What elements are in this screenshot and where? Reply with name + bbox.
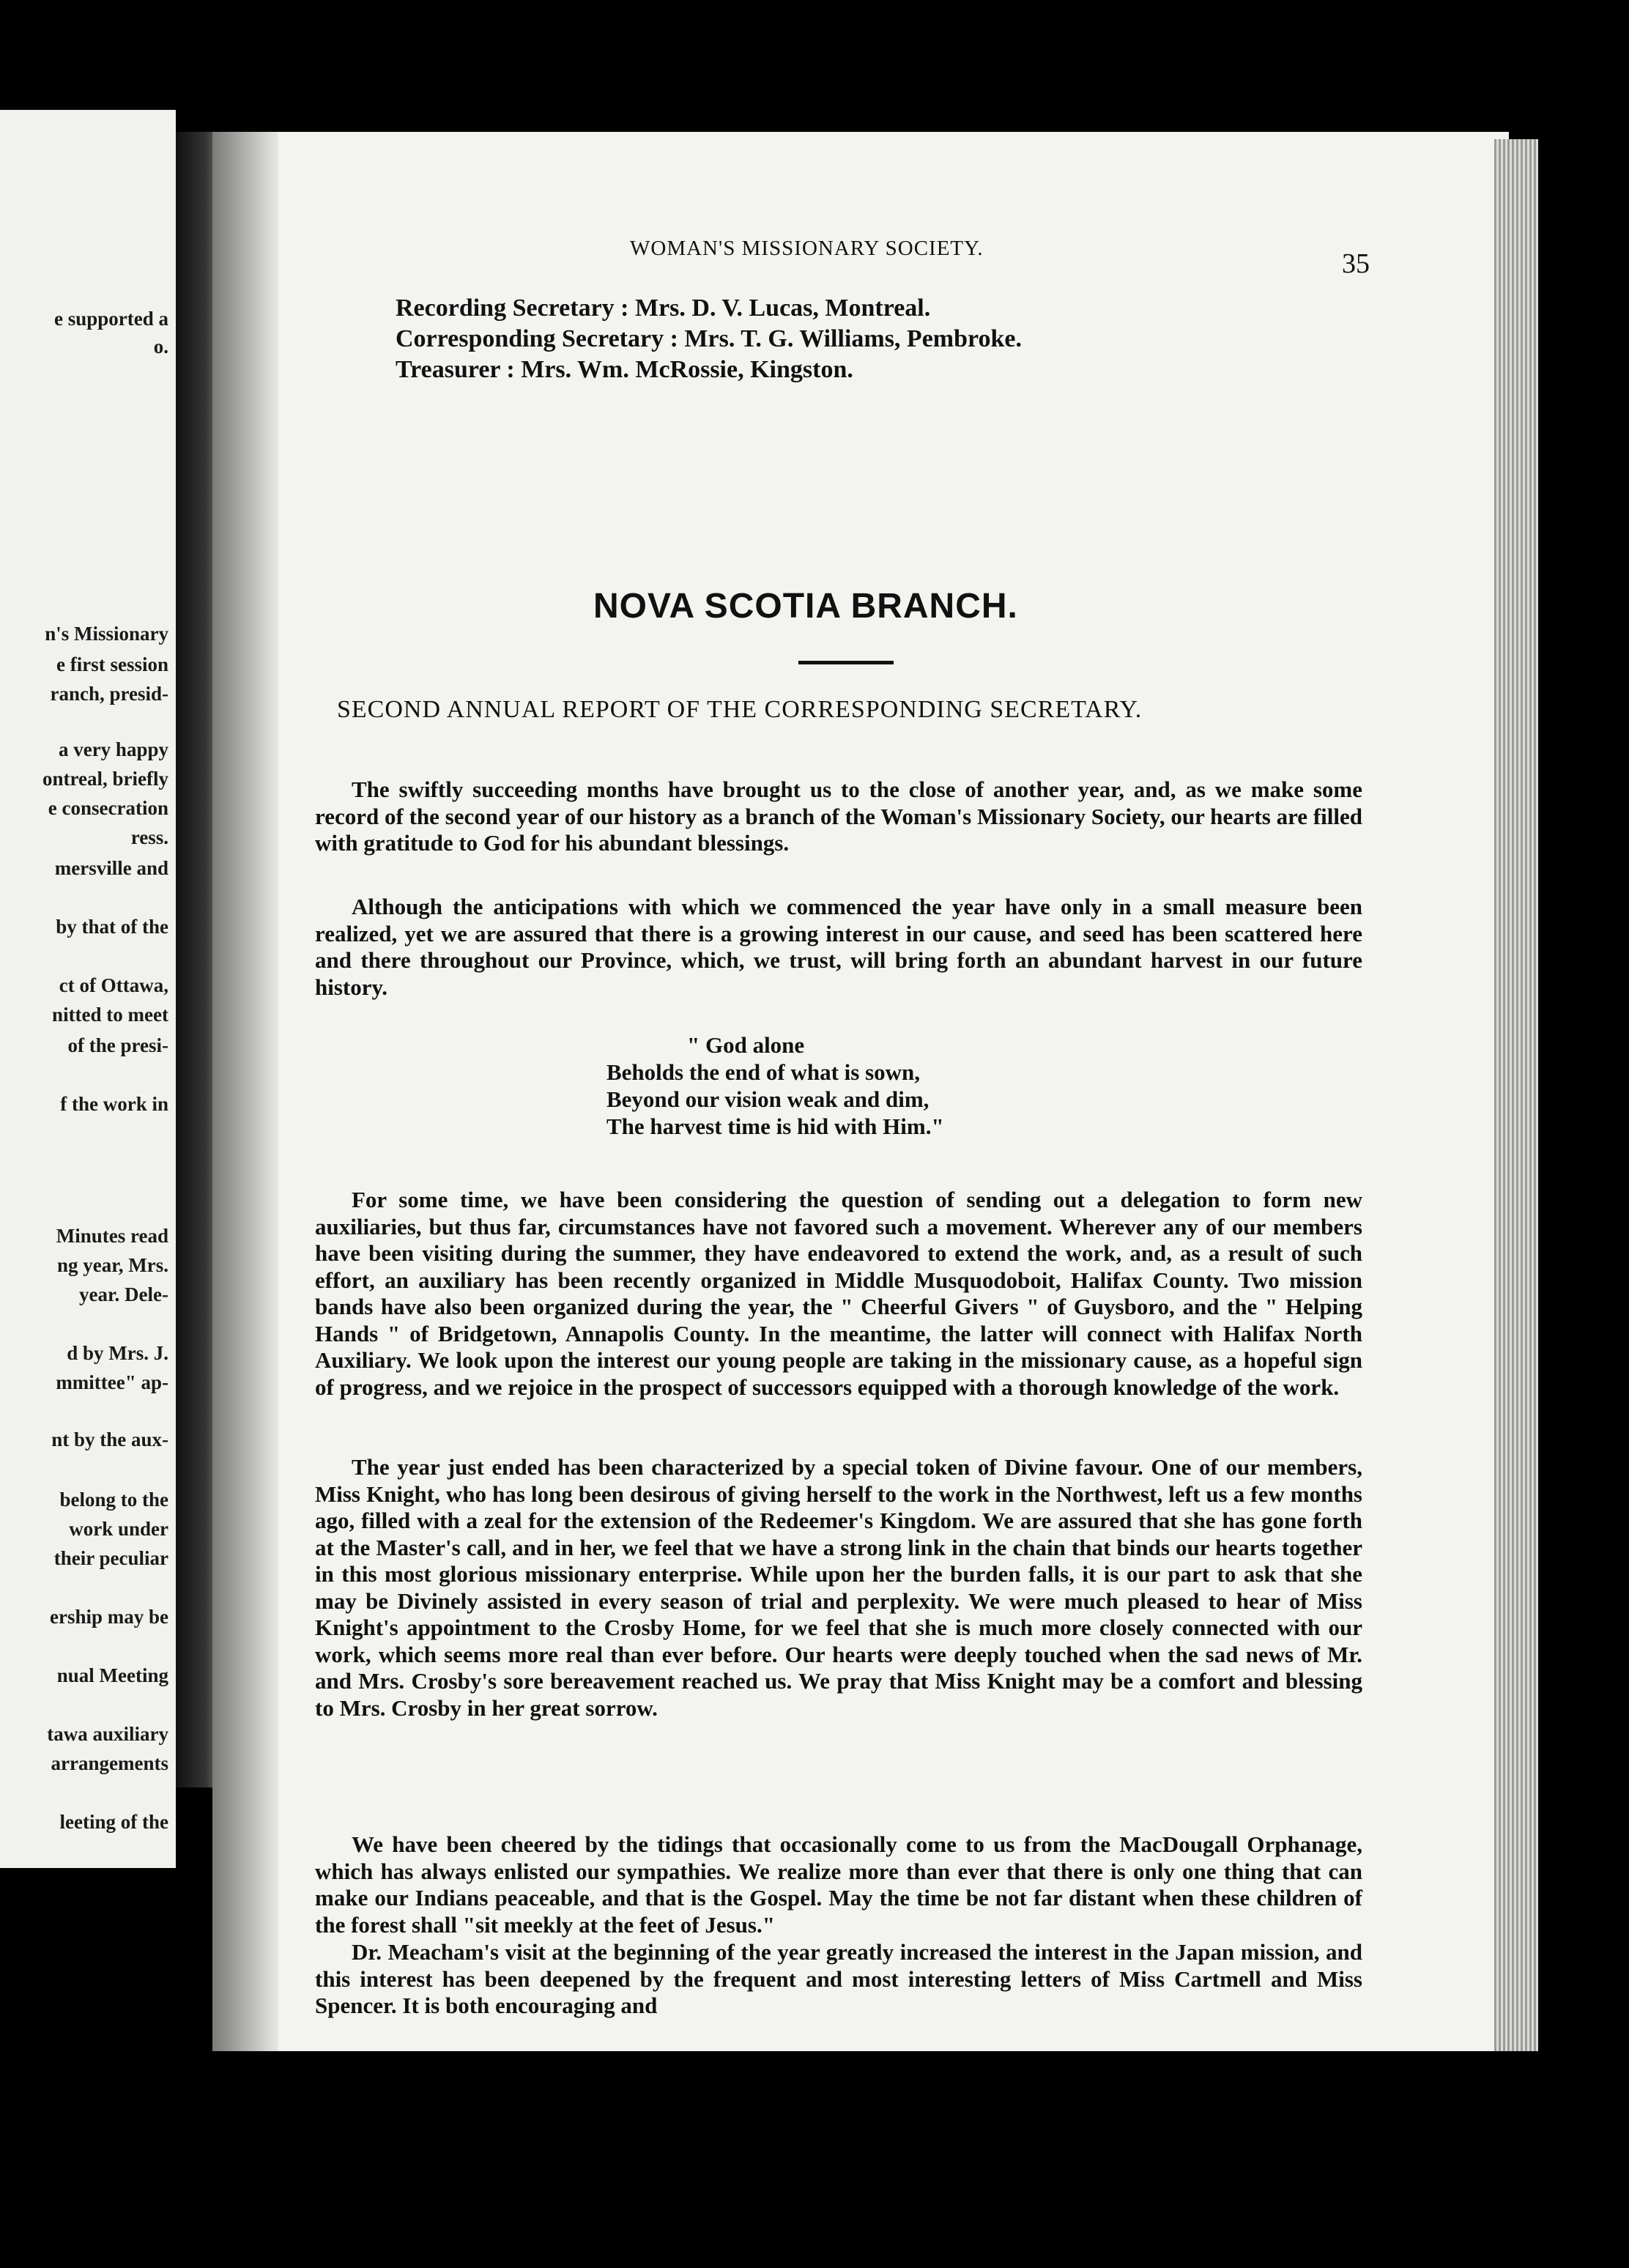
page-edges [1494, 139, 1538, 2051]
left-page-line: ership may be [50, 1606, 168, 1628]
left-page-line: work under [69, 1518, 168, 1540]
left-page-line: ct of Ottawa, [59, 974, 168, 996]
left-page-line: n's Missionary [45, 623, 168, 645]
left-page-line: mmittee" ap- [56, 1371, 168, 1393]
left-page-line: Minutes read [56, 1225, 168, 1247]
left-page-line: belong to the [59, 1489, 168, 1511]
left-page-line: ress. [130, 826, 168, 848]
page-number: 35 [1342, 248, 1370, 279]
paragraph-2: Although the anticipations with which we commenced the year have only in a small measure been realized, yet we are assured that there is a growing interest in our cause, and seed has been scattered here and there throughout our Province, which, we trust, will bring forth an abundant harvest in our future history. [315, 894, 1362, 1000]
left-page-line: f the work in [60, 1093, 168, 1115]
left-page-line: e supported a [53, 308, 168, 330]
left-page-line: o. [153, 336, 168, 357]
officer-treasurer: Treasurer : Mrs. Wm. McRossie, Kingston. [396, 356, 853, 383]
left-page-line: nt by the aux- [51, 1428, 168, 1450]
left-page-line: e first session [56, 653, 168, 675]
page-gutter [212, 132, 278, 2051]
paragraph-3: For some time, we have been considering the question of sending out a delegation to form new auxiliaries, but thus far, circumstances have not favored such a movement. Wherever any of our members have been visiting during the summer, they have endeavored to extend the work, and, as a result of such effort, an auxiliary has been recently organized in Middle Musquodoboit, Halifax County. Two mission bands have also been organized during the year, the " Cheerful Givers " of Guysboro, and the " Helping Hands " of Bridgetown, Annapolis County. In the meantime, the latter will connect with Halifax North Auxiliary. We look upon the interest our young people are taking in the missionary cause, as a hopeful sign of progress, and we rejoice in the prospect of successors equipped with a thorough knowledge of the work. [315, 1187, 1362, 1400]
left-page-line: a very happy [58, 738, 168, 760]
paragraph-6: Dr. Meacham's visit at the beginning of the year greatly increased the interest in the Japan mission, and this interest has been deepened by the frequent and most interesting letters of Miss Cartmell and Miss Spencer. It is both encouraging and [315, 1939, 1362, 2018]
report-title: SECOND ANNUAL REPORT OF THE CORRESPONDING SECRETARY. [337, 696, 1143, 723]
left-page-line: ng year, Mrs. [57, 1254, 168, 1276]
left-page-line: ontreal, briefly [42, 768, 168, 790]
left-page-line: by that of the [56, 916, 168, 938]
section-rule [798, 661, 894, 664]
poem-line: Beyond our vision weak and dim, [606, 1086, 929, 1112]
poem-line: The harvest time is hid with Him." [606, 1113, 944, 1139]
paragraph-4: The year just ended has been characterized by a special token of Divine favour. One of our members, Miss Knight, who has long been desirous of giving herself to the work in the Northwest, left us a few months ago, filled with a zeal for the extension of the Redeemer's Kingdom. We are assured that she has gone forth at the Master's call, and in her, we feel that we have a strong link in the chain that binds our hearts together in this most glorious missionary enterprise. While upon her the burden falls, it is our part to ask that she may be Divinely assisted in every season of trial and perplexity. We were much pleased to hear of Miss Knight's appointment to the Crosby Home, for we feel that she is much more closely connected with our work, which seems more real than ever before. Our hearts were deeply touched when the sad news of Mr. and Mrs. Crosby's sore bereavement reached us. We pray that Miss Knight may be a comfort and blessing to Mrs. Crosby in her great sorrow. [315, 1454, 1362, 1721]
left-page-line: d by Mrs. J. [67, 1342, 168, 1364]
running-head: WOMAN'S MISSIONARY SOCIETY. [630, 237, 984, 260]
officers-list [396, 293, 1022, 385]
left-page-line: ranch, presid- [50, 683, 168, 705]
left-page-line: year. Dele- [79, 1283, 168, 1305]
left-page-line: mersville and [54, 857, 168, 879]
branch-title: NOVA SCOTIA BRANCH. [593, 587, 1018, 626]
poem-line: " God alone [687, 1032, 805, 1058]
left-page-fragment [0, 110, 176, 1868]
officer-corresponding-secretary: Corresponding Secretary : Mrs. T. G. Williams, Pembroke. [396, 325, 1022, 352]
left-page-line: nitted to meet [52, 1004, 168, 1026]
paragraph-1: The swiftly succeeding months have brought us to the close of another year, and, as we make some record of the second year of our history as a branch of the Woman's Missionary Society, our hearts are filled with gratitude to God for his abundant blessings. [315, 777, 1362, 856]
left-page-line: leeting of the [59, 1811, 168, 1833]
left-page-line: arrangements [51, 1752, 168, 1774]
left-page-line: e consecration [48, 797, 168, 819]
paragraph-5: We have been cheered by the tidings that occasionally come to us from the MacDougall Orphanage, which has always enlisted our sympathies. We realize more than ever that there is only one thing that can make our Indians peaceable, and that is the Gospel. May the time be not far distant when these children of the forest shall "sit meekly at the feet of Jesus." [315, 1831, 1362, 1938]
poem-line: Beholds the end of what is sown, [606, 1059, 921, 1085]
left-page-line: their peculiar [53, 1547, 168, 1569]
officer-recording-secretary: Recording Secretary : Mrs. D. V. Lucas, Montreal. [396, 294, 931, 322]
poem-quote [606, 1031, 944, 1140]
left-page-line: nual Meeting [56, 1664, 168, 1686]
left-page-line: tawa auxiliary [47, 1723, 168, 1745]
left-page-line: of the presi- [67, 1034, 168, 1056]
